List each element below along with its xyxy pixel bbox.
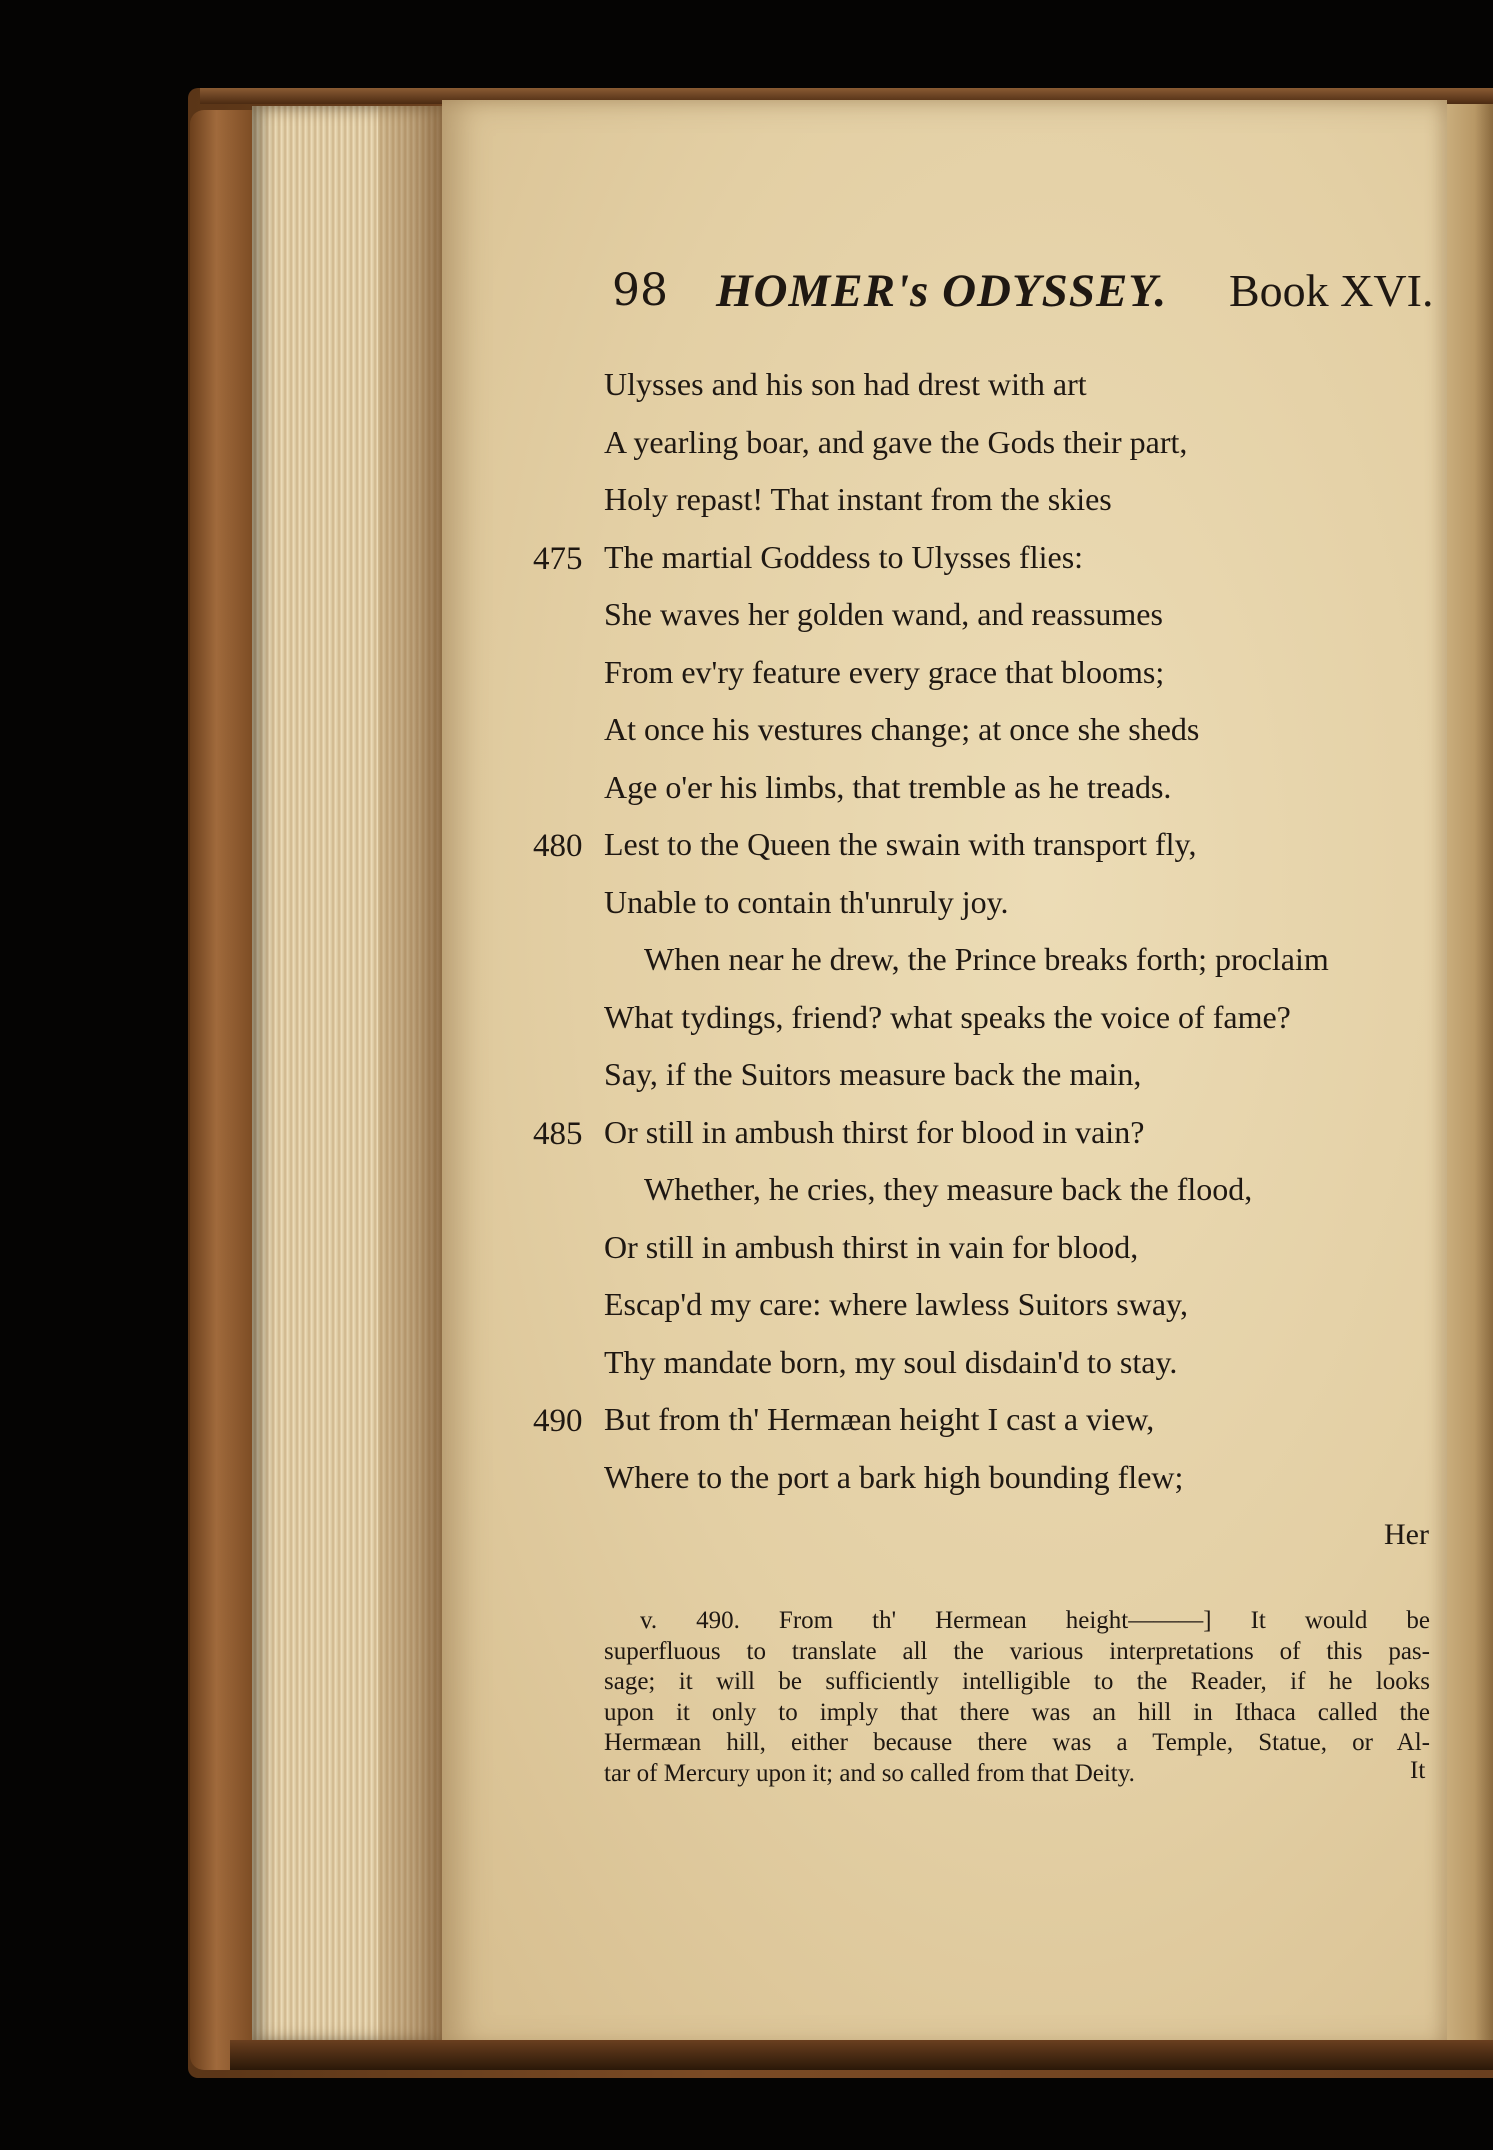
verse-line xyxy=(500,1104,1440,1162)
verse-line xyxy=(500,701,1440,759)
verse-text: A yearling boar, and gave the Gods their part, xyxy=(604,423,1188,460)
verse-line xyxy=(500,586,1440,644)
page-number: 98 xyxy=(612,265,668,316)
verse-line xyxy=(500,931,1440,989)
next-page-edge xyxy=(1447,104,1493,2050)
verse-text: Lest to the Queen the swain with transport fly, xyxy=(604,826,1197,862)
line-number: 475 xyxy=(533,540,583,577)
verse-text: But from th' Hermæan height I cast a view, xyxy=(604,1401,1155,1437)
left-cover-board xyxy=(190,110,256,2070)
verse-line xyxy=(500,816,1440,874)
footnote-line: Hermæan hill, either because there was a Temple, Statue, or Al- xyxy=(604,1729,1430,1756)
verse-line xyxy=(500,1046,1440,1104)
footnote-line: v. 490. From th' Hermean height———] It would be xyxy=(640,1607,1430,1634)
catchword: Her xyxy=(1384,1518,1429,1551)
verse-text: Ulysses and his son had drest with art xyxy=(604,366,1087,402)
verse-line xyxy=(500,356,1440,414)
verse-text: Age o'er his limbs, that tremble as he treads. xyxy=(604,768,1172,805)
verse-text: Or still in ambush thirst for blood in vain? xyxy=(604,1113,1145,1150)
book-label: Book XVI. xyxy=(1229,265,1434,316)
footnote-catchword: It xyxy=(1410,1757,1426,1784)
verse-block xyxy=(500,356,1440,1506)
page-edges-shadow xyxy=(378,106,442,2042)
verse-text: Say, if the Suitors measure back the main, xyxy=(604,1056,1142,1092)
verse-line xyxy=(500,1391,1440,1449)
footnote-line: superfluous to translate all the various interpretations of this pas- xyxy=(604,1637,1430,1665)
verse-text: Escap'd my care: where lawless Suitors sway, xyxy=(604,1286,1188,1322)
footnote xyxy=(604,1606,1430,1789)
footnote-line: sage; it will be sufficiently intelligible to the Reader, if he looks xyxy=(604,1668,1430,1695)
verse-line xyxy=(500,989,1440,1047)
verse-line xyxy=(500,1219,1440,1277)
line-number: 485 xyxy=(533,1115,583,1152)
verse-text: Holy repast! That instant from the skies xyxy=(604,481,1112,517)
verse-text: What tydings, friend? what speaks the voice of fame? xyxy=(604,998,1291,1035)
verse-text: When near he drew, the Prince breaks forth; proclaim xyxy=(644,941,1329,977)
verse-text: Unable to contain th'unruly joy. xyxy=(604,883,1009,920)
running-header xyxy=(612,256,1442,326)
verse-line xyxy=(500,1161,1440,1219)
verse-text: Whether, he cries, they measure back the flood, xyxy=(644,1171,1253,1207)
footnote-line: tar of Mercury upon it; and so called from that Deity. xyxy=(604,1759,1135,1787)
running-title: HOMER's ODYSSEY. xyxy=(716,265,1168,317)
verse-text: Where to the port a bark high bounding flew; xyxy=(604,1458,1184,1495)
verse-line xyxy=(500,414,1440,472)
line-number: 490 xyxy=(533,1403,583,1439)
verse-text: Or still in ambush thirst in vain for blood, xyxy=(604,1228,1139,1265)
binding-bottom-edge xyxy=(230,2040,1493,2070)
verse-line xyxy=(500,1449,1440,1507)
verse-text: Thy mandate born, my soul disdain'd to stay. xyxy=(604,1343,1178,1380)
verse-line xyxy=(500,874,1440,932)
verse-line xyxy=(500,529,1440,587)
footnote-line: upon it only to imply that there was an hill in Ithaca called the xyxy=(604,1698,1430,1726)
line-number: 480 xyxy=(533,828,583,864)
verse-line xyxy=(500,1334,1440,1392)
verse-line xyxy=(500,759,1440,817)
verse-text: At once his vestures change; at once she sheds xyxy=(604,711,1200,747)
verse-text: The martial Goddess to Ulysses flies: xyxy=(604,538,1084,575)
verse-line xyxy=(500,644,1440,702)
verse-line xyxy=(500,1276,1440,1334)
verse-text: From ev'ry feature every grace that blooms; xyxy=(604,653,1165,690)
verse-line xyxy=(500,471,1440,529)
verse-text: She waves her golden wand, and reassumes xyxy=(604,596,1163,632)
